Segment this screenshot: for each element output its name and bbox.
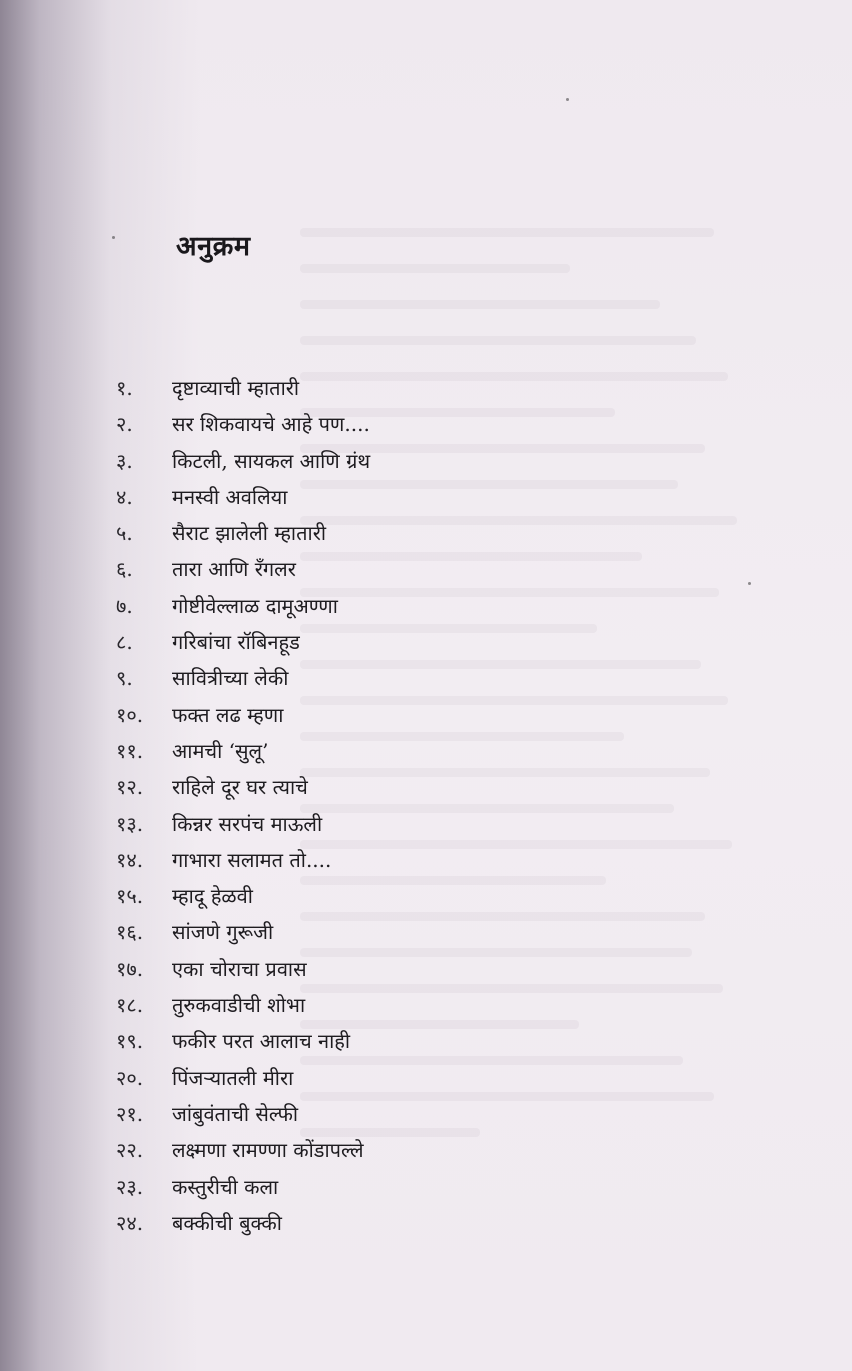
toc-entry-title: जांबुवंताची सेल्फी <box>172 1101 299 1126</box>
toc-entry-title: सर शिकवायचे आहे पण.... <box>172 412 370 437</box>
toc-entry <box>116 914 370 950</box>
toc-entry <box>116 1060 370 1096</box>
toc-entry-title: गाभारा सलामत तो.... <box>172 847 332 872</box>
toc-entry-number: १५. <box>116 884 144 909</box>
toc-entry-title: किटली, सायकल आणि ग्रंथ <box>172 448 371 473</box>
toc-entry <box>116 443 370 479</box>
toc-entry-number: १८. <box>116 993 144 1018</box>
toc-entry <box>116 878 370 914</box>
ink-speck <box>112 236 115 239</box>
toc-entry <box>116 370 370 406</box>
toc-entry-title: पिंजऱ्यातली मीरा <box>172 1065 294 1090</box>
page-title: अनुक्रम <box>176 231 251 262</box>
toc-entry-number: १९. <box>116 1029 144 1054</box>
toc-entry-number: १२. <box>116 775 144 800</box>
toc-entry-number: २. <box>116 412 133 437</box>
toc-entry <box>116 1205 370 1241</box>
toc-entry-title: मनस्वी अवलिया <box>172 484 288 509</box>
toc-entry-number: ११. <box>116 738 144 763</box>
toc-entry-number: ९. <box>116 666 133 691</box>
toc-entry-title: गोष्टीवेल्लाळ दामूअण्णा <box>172 593 338 618</box>
toc-entry-number: २०. <box>116 1065 144 1090</box>
toc-entry-title: एका चोराचा प्रवास <box>172 956 307 981</box>
toc-entry <box>116 624 370 660</box>
toc-entry-number: ८. <box>116 630 133 655</box>
toc-entry-number: ६. <box>116 557 133 582</box>
toc-entry-title: गरिबांचा रॉबिनहूड <box>172 630 300 655</box>
table-of-contents <box>116 370 370 1241</box>
toc-entry-title: बक्कीची बुक्की <box>172 1210 282 1235</box>
toc-entry-title: म्हादू हेळवी <box>172 884 253 909</box>
toc-entry-number: २२. <box>116 1138 144 1163</box>
toc-entry-title: दृष्टाव्याची म्हातारी <box>172 376 300 400</box>
toc-entry <box>116 1169 370 1205</box>
toc-entry-title: सैराट झालेली म्हातारी <box>172 521 327 546</box>
toc-entry-number: ७. <box>116 593 133 618</box>
toc-entry-title: राहिले दूर घर त्याचे <box>172 775 308 800</box>
toc-entry <box>116 697 370 733</box>
toc-entry-number: २३. <box>116 1174 144 1199</box>
toc-entry <box>116 479 370 515</box>
toc-entry-title: सांजणे गुरूजी <box>172 920 274 945</box>
toc-entry-number: १६. <box>116 920 144 945</box>
toc-entry-number: २१. <box>116 1101 144 1126</box>
toc-entry <box>116 1132 370 1168</box>
toc-entry <box>116 987 370 1023</box>
toc-entry-title: किन्नर सरपंच माऊली <box>172 811 323 836</box>
toc-entry <box>116 1023 370 1059</box>
ink-speck <box>566 98 569 101</box>
toc-entry <box>116 806 370 842</box>
toc-entry-title: फक्त लढ म्हणा <box>172 702 284 727</box>
toc-entry-number: १०. <box>116 702 144 727</box>
toc-entry-number: २४. <box>116 1210 144 1235</box>
toc-entry <box>116 951 370 987</box>
toc-entry <box>116 515 370 551</box>
toc-entry-number: ५. <box>116 521 133 546</box>
toc-entry <box>116 660 370 696</box>
toc-entry-number: १३. <box>116 811 144 836</box>
toc-entry-number: १४. <box>116 847 144 872</box>
toc-entry-number: ३. <box>116 448 133 473</box>
toc-entry-number: १७. <box>116 956 144 981</box>
toc-entry <box>116 733 370 769</box>
toc-entry <box>116 588 370 624</box>
toc-entry-title: फकीर परत आलाच नाही <box>172 1029 351 1054</box>
toc-entry <box>116 551 370 587</box>
toc-entry-title: तारा आणि रँगलर <box>172 557 296 582</box>
toc-entry-title: सावित्रीच्या लेकी <box>172 666 289 691</box>
toc-entry-title: तुरुकवाडीची शोभा <box>172 993 306 1018</box>
toc-entry <box>116 406 370 442</box>
toc-entry-title: लक्ष्मणा रामण्णा कोंडापल्ले <box>172 1138 364 1163</box>
toc-entry-number: ४. <box>116 484 133 509</box>
toc-entry <box>116 769 370 805</box>
toc-entry-title: कस्तुरीची कला <box>172 1174 279 1199</box>
toc-entry <box>116 842 370 878</box>
toc-entry <box>116 1096 370 1132</box>
toc-entry-title: आमची ‘सुलू’ <box>172 738 269 763</box>
toc-entry-number: १. <box>116 376 133 400</box>
ink-speck <box>748 582 751 585</box>
